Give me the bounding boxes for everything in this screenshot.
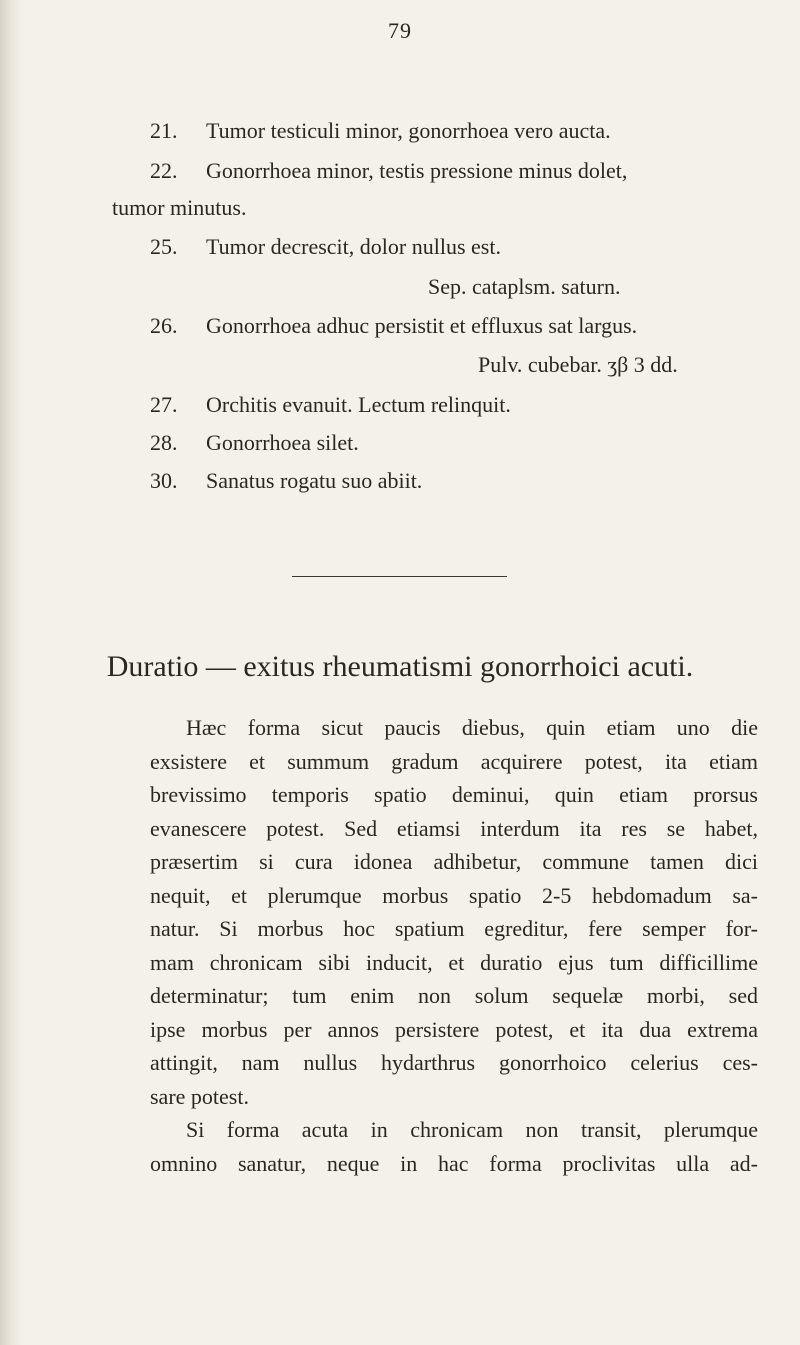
entry-text: Sanatus rogatu suo abiit. xyxy=(206,468,423,493)
entry-number: 22. xyxy=(150,158,178,183)
entry-22-continuation: tumor minutus. xyxy=(112,195,247,220)
entry-26 xyxy=(150,311,637,341)
paragraph-line: præsertim si cura idonea adhibetur, commune tamen dici xyxy=(150,849,758,874)
section-heading: Duratio — exitus rheumatismi gonorrhoici acuti. xyxy=(106,650,694,683)
entry-number: 30. xyxy=(150,468,178,493)
entry-text: Gonorrhoea minor, testis pressione minus dolet, xyxy=(206,158,628,183)
paragraph-line: sare potest. xyxy=(150,1083,249,1109)
paragraph-line: nequit, et plerumque morbus spatio 2-5 hebdomadum sa- xyxy=(150,882,758,908)
paragraph-2 xyxy=(150,1113,758,1180)
page-number: 79 xyxy=(388,18,412,43)
paragraph-line: determinatur; tum enim non solum sequelæ morbi, sed xyxy=(150,983,758,1008)
paragraph-line: omnino sanatur, neque in hac forma proclivitas ulla ad- xyxy=(150,1150,758,1176)
entry-22 xyxy=(150,156,627,186)
paragraph-line: mam chronicam sibi inducit, et duratio ejus tum difficillime xyxy=(150,949,758,975)
prescription-25: Sep. cataplsm. saturn. xyxy=(428,274,621,299)
paragraph-line: ipse morbus per annos persistere potest, et ita dua extrema xyxy=(150,1016,758,1042)
entry-text: Tumor decrescit, dolor nullus est. xyxy=(206,234,501,259)
paragraph-line: evanescere potest. Sed etiamsi interdum ita res se habet, xyxy=(150,815,758,841)
entry-25 xyxy=(150,232,501,262)
entry-number: 27. xyxy=(150,392,178,417)
section-divider xyxy=(292,576,507,577)
entry-number: 26. xyxy=(150,313,178,338)
paragraph-1 xyxy=(150,711,758,1113)
entry-number: 25. xyxy=(150,234,178,259)
entry-text: Gonorrhoea silet. xyxy=(206,430,359,455)
entry-27 xyxy=(150,390,511,420)
prescription-26: Pulv. cubebar. ʒβ 3 dd. xyxy=(478,352,678,377)
entry-21 xyxy=(150,116,611,146)
entry-30 xyxy=(150,466,422,496)
paragraph-line: attingit, nam nullus hydarthrus gonorrhoico celerius ces- xyxy=(150,1050,758,1075)
paragraph-line: Hæc forma sicut paucis diebus, quin etiam uno die xyxy=(186,715,758,740)
entry-number: 21. xyxy=(150,118,178,143)
paragraph-line: exsistere et summum gradum acquirere potest, ita etiam xyxy=(150,748,758,774)
paragraph-line: natur. Si morbus hoc spatium egreditur, fere semper for- xyxy=(150,916,758,941)
entry-28 xyxy=(150,428,359,458)
entry-number: 28. xyxy=(150,430,178,455)
paragraph-line: Si forma acuta in chronicam non transit, plerumque xyxy=(186,1117,758,1142)
paragraph-line: brevissimo temporis spatio deminui, quin etiam prorsus xyxy=(150,782,758,807)
entry-text: Tumor testiculi minor, gonorrhoea vero aucta. xyxy=(206,118,611,143)
entry-text: Gonorrhoea adhuc persistit et effluxus sat largus. xyxy=(206,313,638,338)
entry-text: Orchitis evanuit. Lectum relinquit. xyxy=(206,392,511,417)
